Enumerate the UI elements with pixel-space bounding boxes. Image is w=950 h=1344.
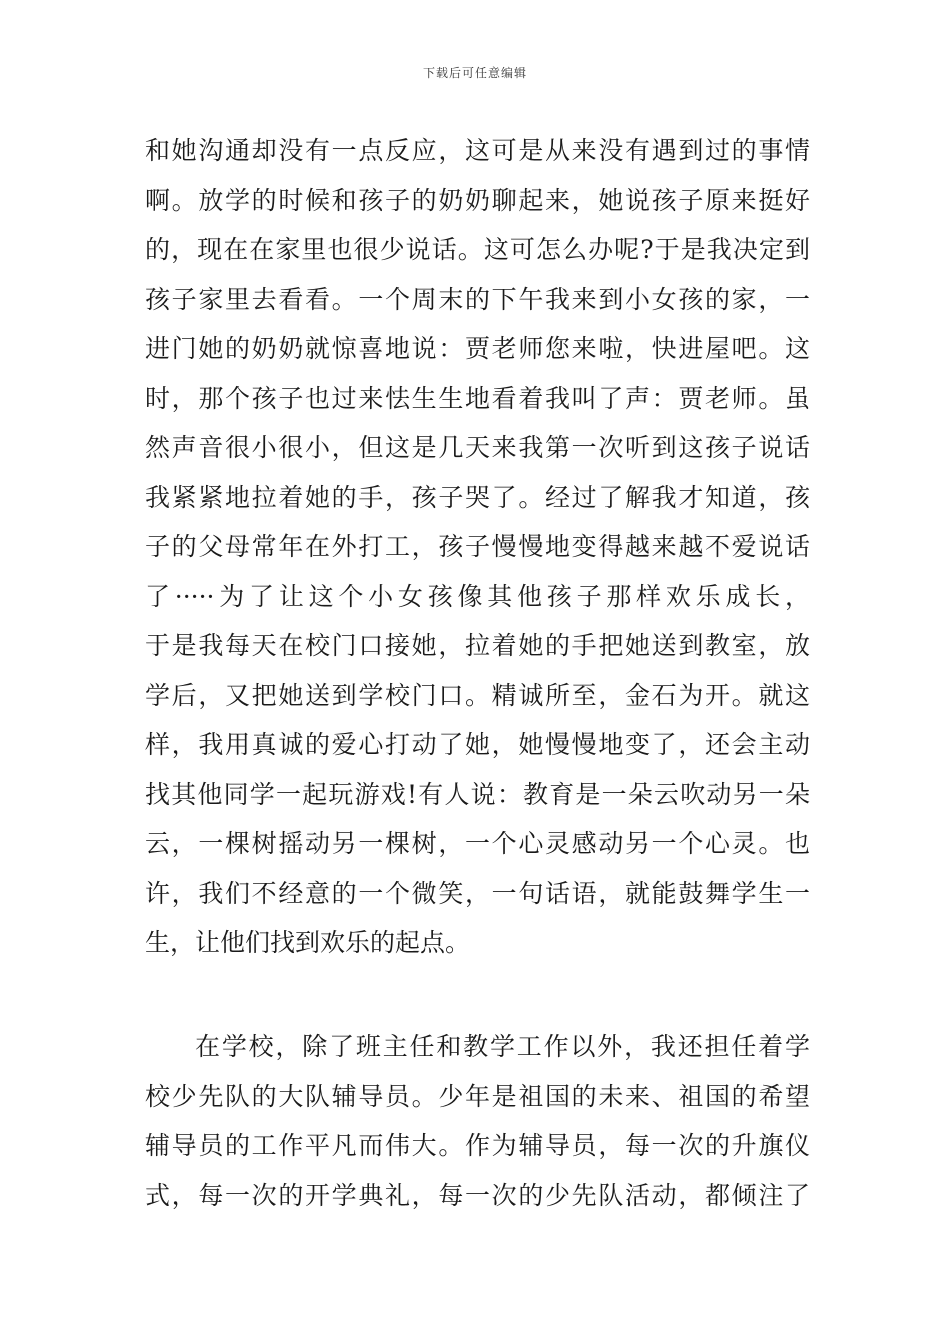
text-line: 云，一棵树摇动另一棵树，一个心灵感动另一个心灵。也 xyxy=(145,829,810,858)
paragraph-2 xyxy=(145,1022,810,1220)
text-line: 孩子家里去看看。一个周末的下午我来到小女孩的家，一 xyxy=(145,284,810,314)
text-line: 在学校，除了班主任和教学工作以外，我还担任着学 xyxy=(195,1032,810,1061)
text-line: 了·····为了让这个小女孩像其他孩子那样欢乐成长， xyxy=(145,581,810,611)
text-line: 和她沟通却没有一点反应，这可是从来没有遇到过的事情 xyxy=(145,136,810,165)
text-line: 找其他同学一起玩游戏!有人说：教育是一朵云吹动另一朵 xyxy=(145,779,810,809)
text-line: 许，我们不经意的一个微笑，一句话语，就能鼓舞学生一 xyxy=(145,878,810,908)
text-line: 啊。放学的时候和孩子的奶奶聊起来，她说孩子原来挺好 xyxy=(145,185,810,215)
paragraph-1 xyxy=(145,126,810,968)
text-line: 学后，又把她送到学校门口。精诚所至，金石为开。就这 xyxy=(145,680,810,710)
text-line: 我紧紧地拉着她的手，孩子哭了。经过了解我才知道，孩 xyxy=(145,482,810,512)
page-header: 下载后可任意编辑 xyxy=(422,66,527,80)
text-line: 子的父母常年在外打工，孩子慢慢地变得越来越不爱说话 xyxy=(145,532,810,561)
text-line: 式，每一次的开学典礼，每一次的少先队活动，都倾注了 xyxy=(145,1180,810,1210)
text-line: 校少先队的大队辅导员。少年是祖国的未来、祖国的希望 xyxy=(145,1081,810,1111)
text-line: 时，那个孩子也过来怯生生地看着我叫了声：贾老师。虽 xyxy=(145,383,810,413)
text-line: 的，现在在家里也很少说话。这可怎么办呢?于是我决定到 xyxy=(145,235,810,264)
text-line: 生，让他们找到欢乐的起点。 xyxy=(145,928,471,957)
text-line: 辅导员的工作平凡而伟大。作为辅导员，每一次的升旗仪 xyxy=(145,1131,810,1160)
text-line: 然声音很小很小，但这是几天来我第一次听到这孩子说话 xyxy=(145,433,810,462)
text-line: 样，我用真诚的爱心打动了她，她慢慢地变了，还会主动 xyxy=(145,730,810,759)
text-line: 于是我每天在校门口接她，拉着她的手把她送到教室，放 xyxy=(145,631,810,660)
text-line: 进门她的奶奶就惊喜地说：贾老师您来啦，快进屋吧。这 xyxy=(145,334,810,363)
